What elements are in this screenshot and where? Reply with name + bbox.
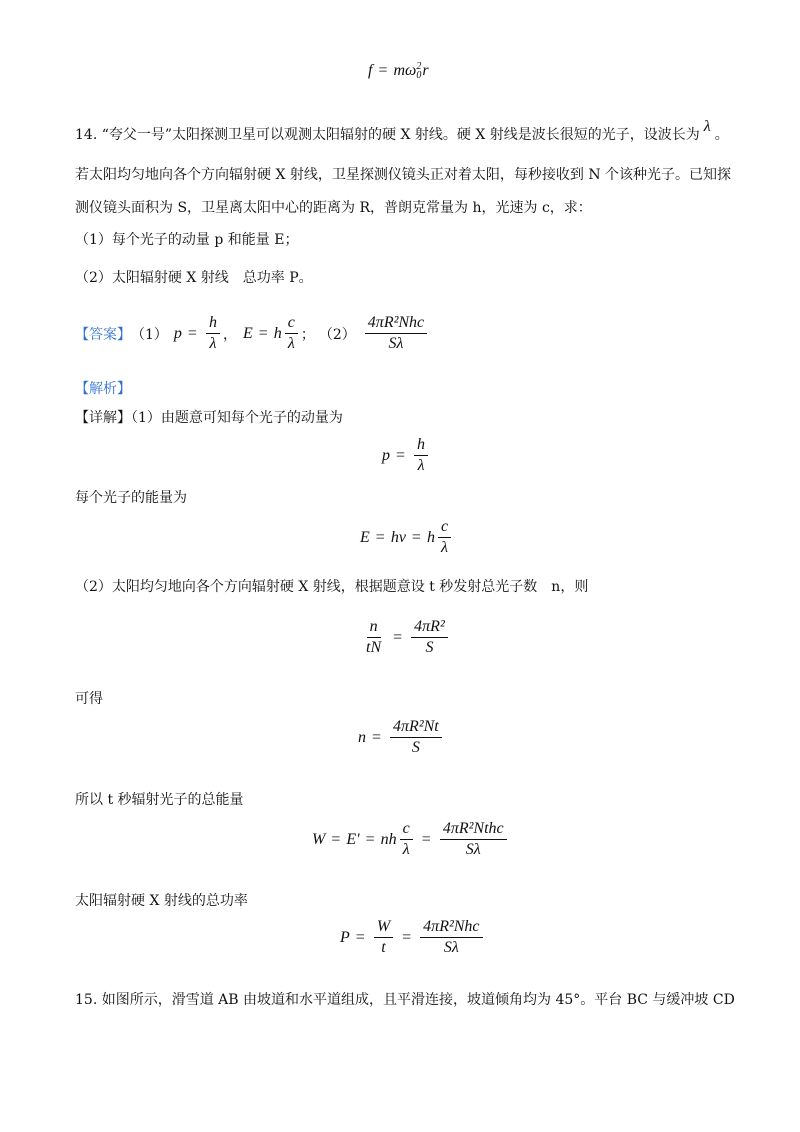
eq3: $\frac{n}{tN}$ = $\frac{\text{4πR²}}{S}$ — [360, 618, 451, 657]
formula-lhs: f — [368, 62, 373, 79]
analysis-tag: 【解析】 — [75, 381, 131, 397]
analysis-step5: 所以 t 秒辐射光子的总能量 — [75, 792, 244, 808]
answer-e-frac: $\frac{c}{\lambda}$ — [285, 314, 298, 353]
formula-top: f = mω 2 0 r — [368, 61, 429, 81]
eq4: n = $\frac{\text{4πR²Nt}}{S}$ — [358, 718, 445, 757]
answer-p-frac: $\frac{h}{\lambda}$ — [206, 314, 220, 353]
eq1: p = $\frac{h}{\lambda}$ — [382, 436, 431, 475]
answer-tag: 【答案】 — [75, 326, 131, 343]
analysis-step4: 可得 — [75, 691, 103, 707]
q14-line1: 14. “夸父一号”太阳探测卫星可以观测太阳辐射的硬 X 射线。硬 X 射线是波长很短的光子，设波长为 λ 。 — [75, 118, 729, 143]
analysis-step2: 每个光子的能量为 — [75, 490, 187, 506]
eq5: W = E′ = nh $\frac{c}{\lambda}$ = $\frac{\text{4πR²Nthc}}{S\lambda}$ — [312, 820, 510, 859]
answer-power-frac: $\frac{\text{4πR²Nhc}}{S\lambda}$ — [365, 314, 427, 353]
eq2: E = hν = h $\frac{c}{\lambda}$ — [360, 518, 454, 557]
q14-line5: （2）太阳辐射硬 X 射线 总功率 P。 — [75, 270, 313, 286]
q15-line1: 15. 如图所示，滑雪道 AB 由坡道和水平道组成，且平滑连接，坡道倾角均为 45°。平台 BC 与缓冲坡 CD — [75, 992, 735, 1008]
q14-line3: 测仪镜头面积为 S，卫星离太阳中心的距离为 R，普朗克常量为 h，光速为 c，求： — [75, 200, 592, 216]
formula-sub: 0 — [416, 70, 422, 81]
formula-sup: 2 — [416, 61, 422, 72]
formula-rhs: mω — [393, 62, 417, 79]
analysis-step6: 太阳辐射硬 X 射线的总功率 — [75, 893, 248, 909]
q14-line4: （1）每个光子的动量 p 和能量 E； — [75, 232, 299, 248]
formula-tail: r — [422, 62, 429, 79]
q14-line2: 若太阳均匀地向各个方向辐射硬 X 射线，卫星探测仪镜头正对着太阳，每秒接收到 N 个该种光子。已知探 — [75, 167, 732, 183]
analysis-step3: （2）太阳均匀地向各个方向辐射硬 X 射线，根据题意设 t 秒发射总光子数 n，则 — [75, 579, 589, 595]
eq6: P = $\frac{W}{t}$ = $\frac{\text{4πR²Nhc}}{S\lambda}$ — [340, 918, 486, 957]
lambda-symbol: λ — [703, 118, 711, 135]
answer-line: 【答案】 （1） p = $\frac{h}{\lambda}$ ， E = h $\frac{c}{\lambda}$ ； （2） $\frac{\text{4πR²Nhc}}{S\lambda}$ — [75, 314, 430, 353]
analysis-step1: 【详解】（1）由题意可知每个光子的动量为 — [75, 410, 343, 426]
